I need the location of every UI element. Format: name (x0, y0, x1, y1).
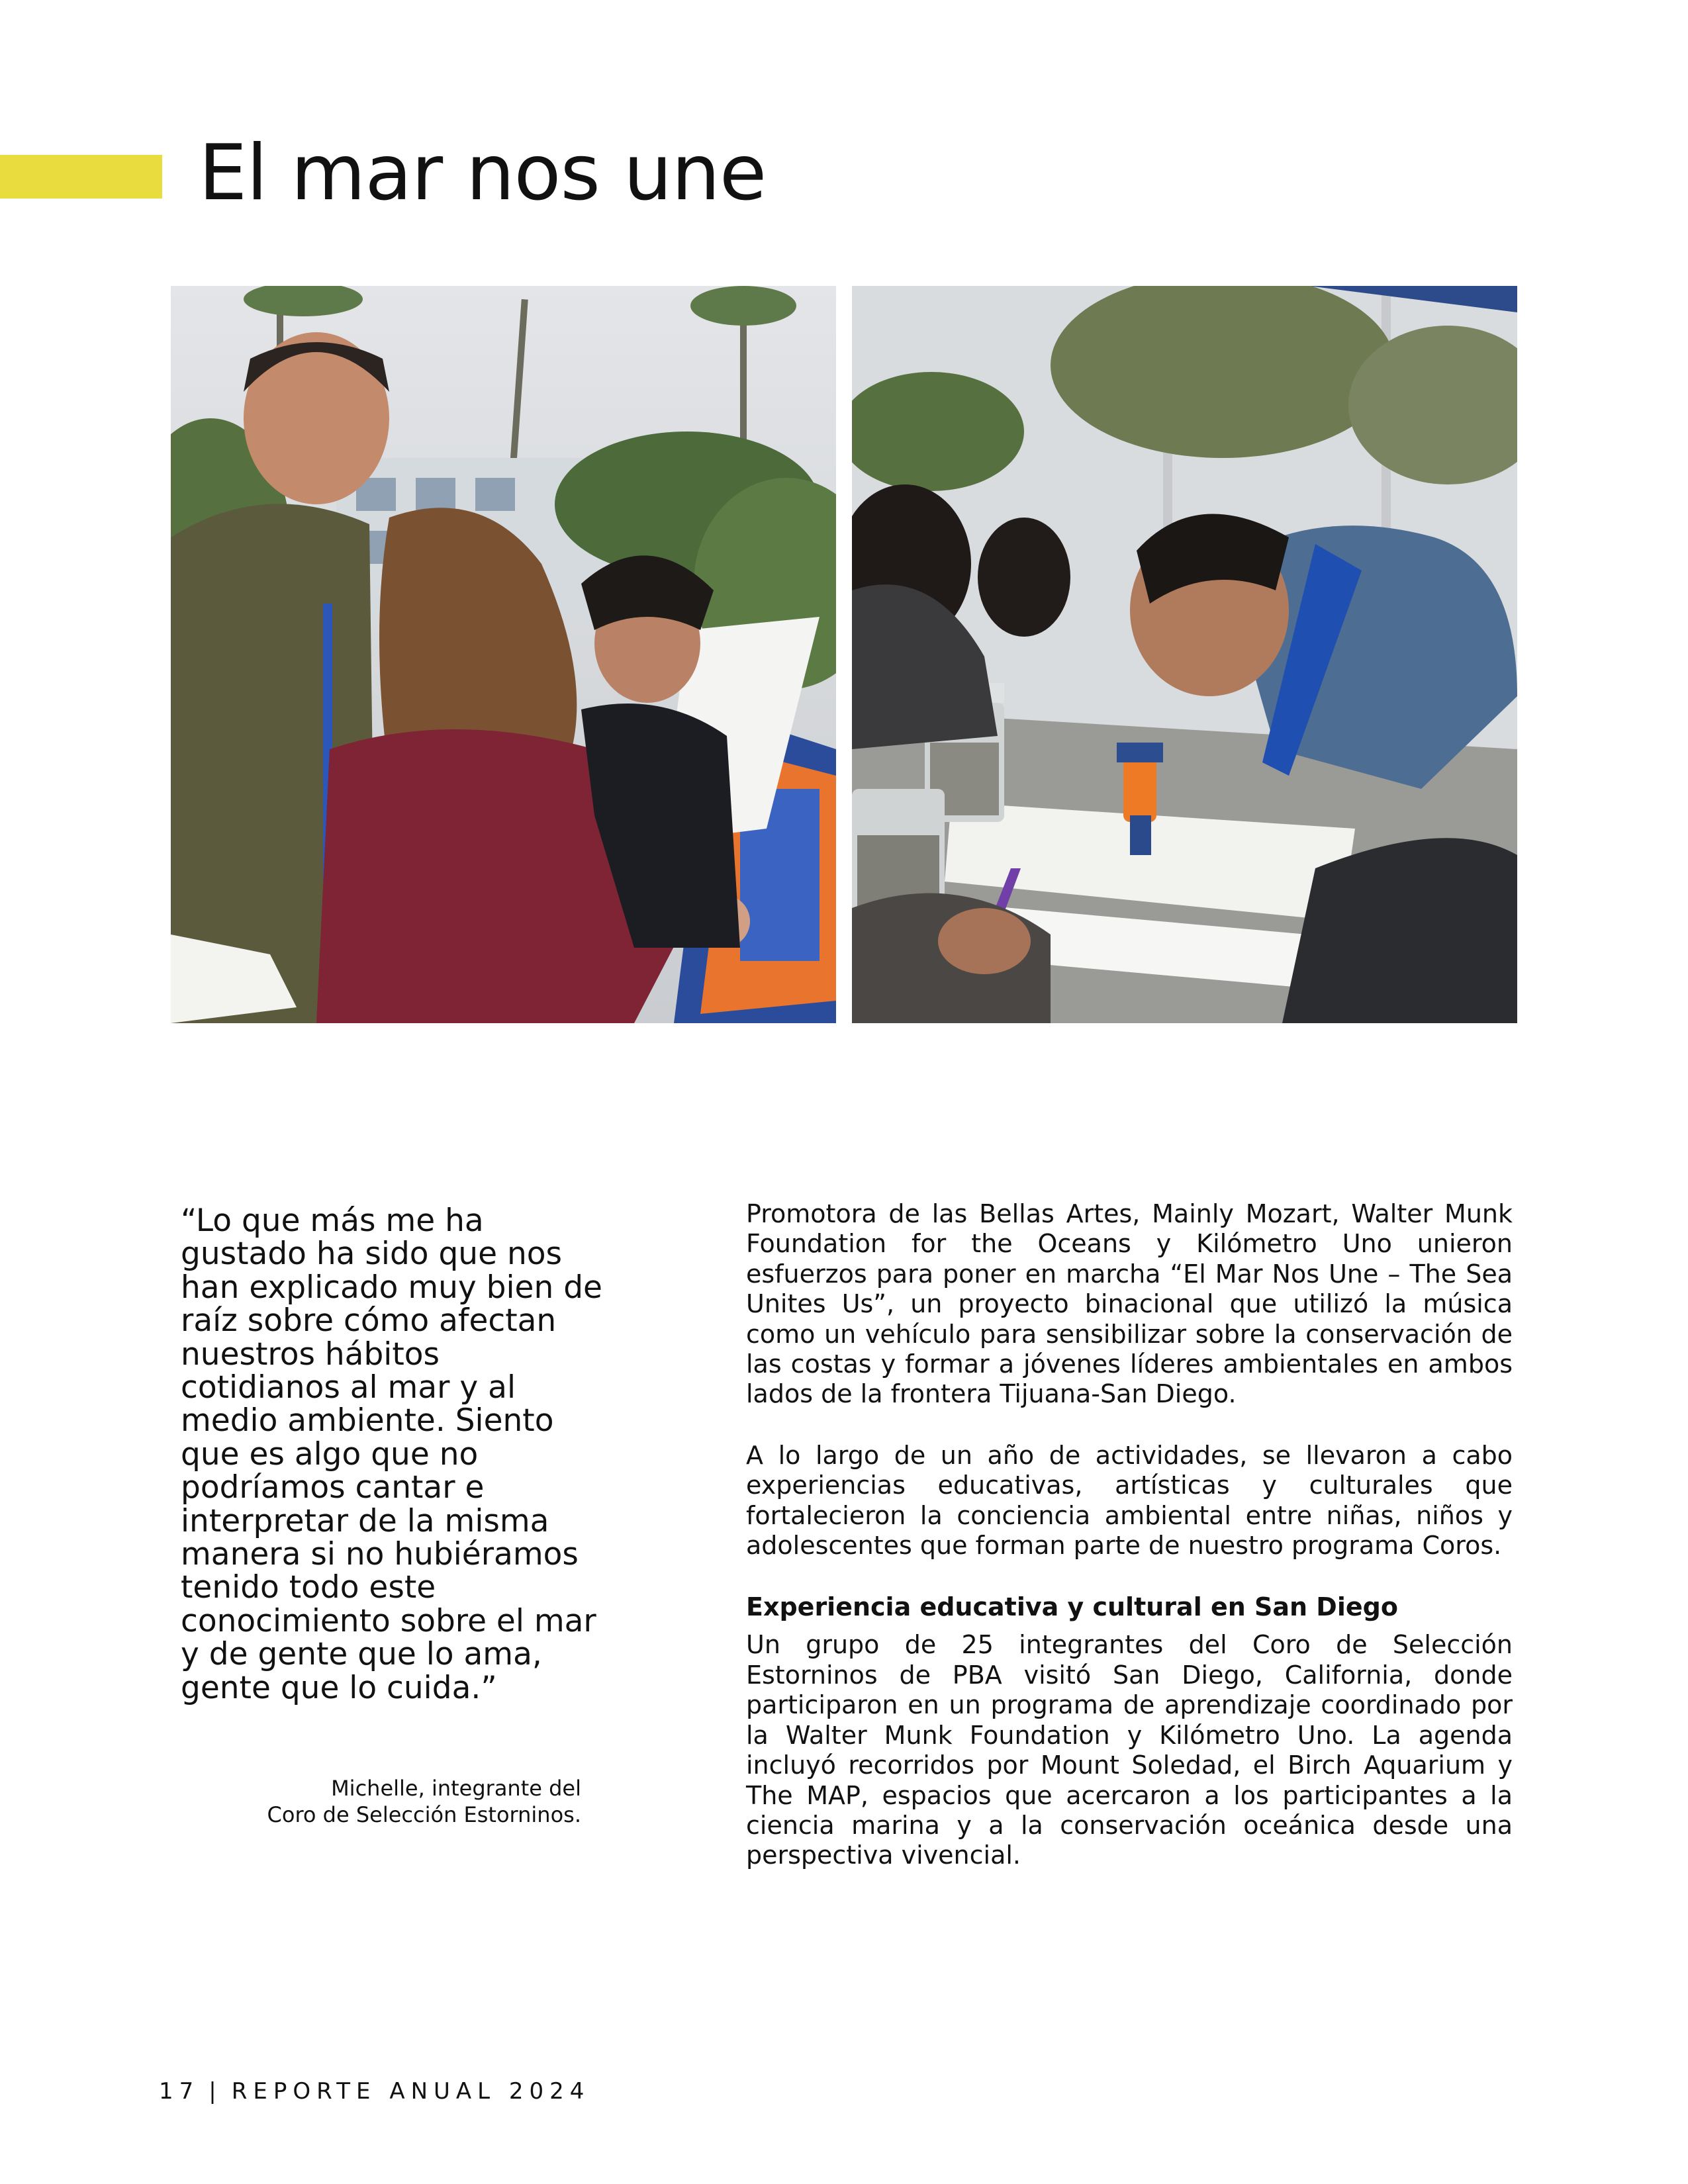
footer-separator: | (209, 2078, 222, 2105)
page-footer (159, 2078, 590, 2105)
body-paragraph-1: Promotora de las Bellas Artes, Mainly Mozart, Walter Munk Foundation for the Oceans y Kilómetro Uno unieron esfuerzos para poner en marcha “El Mar Nos Une – The Sea Unites Us”, un proyecto binacional que utilizó la música como un vehículo para sensibilizar sobre la conservación de las costas y formar a jóvenes líderes ambientales en ambos lados de la frontera Tijuana-San Diego. (746, 1199, 1513, 1409)
page-number: 17 (159, 2078, 200, 2105)
quote-attribution (181, 1775, 581, 1828)
photo-students-poster (171, 286, 836, 1023)
quote-text: “Lo que más me ha gustado ha sido que nos han explicado muy bien de raíz sobre cómo afectan nuestros hábitos cotidianos al mar y al medio ambiente. Siento que es algo que no podríamos cantar e interpretar de la misma manera si no hubiéramos tenido todo este conocimiento sobre el mar y de gente que lo ama, gente que lo cuida.” (181, 1203, 602, 1706)
body-column (746, 1199, 1513, 1902)
body-paragraph-2: A lo largo de un año de actividades, se llevaron a cabo experiencias educativas, artísticas y culturales que fortalecieron la conciencia ambiental entre niñas, niños y adolescentes que forman parte de nuestro programa Coros. (746, 1440, 1513, 1561)
photo-student-microscope (852, 286, 1517, 1023)
attribution-line-1: Michelle, integrante del (331, 1776, 581, 1801)
page-title: El mar nos une (199, 128, 767, 218)
body-paragraph-3: Un grupo de 25 integrantes del Coro de Selección Estorninos de PBA visitó San Diego, California, donde participaron en un programa de aprendizaje coordinado por la Walter Munk Foundation y Kilómetro Uno. La agenda incluyó recorridos por Mount Soledad, el Birch Aquarium y The MAP, espacios que acercaron a los participantes a la ciencia marina y a la conservación oceánica desde una perspectiva vivencial. (746, 1630, 1513, 1870)
accent-bar (0, 155, 162, 199)
section-subheading: Experiencia educativa y cultural en San Diego (746, 1592, 1398, 1622)
footer-label: REPORTE ANUAL 2024 (231, 2078, 590, 2105)
attribution-line-2: Coro de Selección Estorninos. (267, 1802, 581, 1827)
